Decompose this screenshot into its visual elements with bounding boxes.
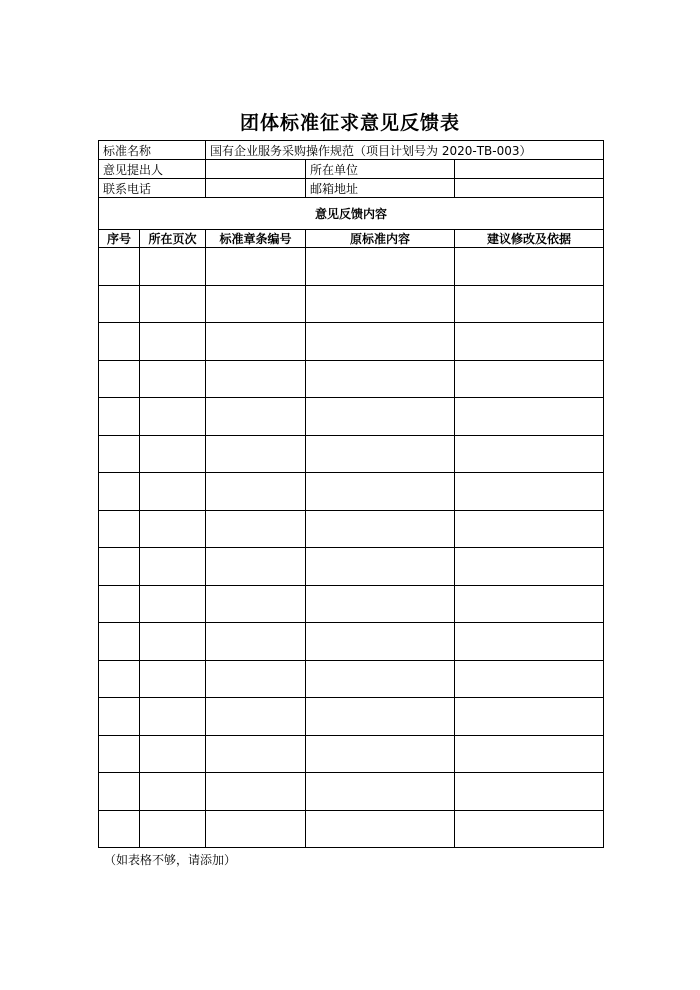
- proposer-row: [99, 160, 604, 179]
- table-row: [99, 773, 604, 811]
- table-row: [99, 698, 604, 736]
- table-row: [99, 435, 604, 473]
- unit-field[interactable]: [455, 160, 604, 179]
- page-cell[interactable]: [140, 360, 206, 398]
- suggestion-cell[interactable]: [455, 735, 604, 773]
- index-cell[interactable]: [99, 473, 140, 511]
- index-cell[interactable]: [99, 435, 140, 473]
- suggestion-cell[interactable]: [455, 623, 604, 661]
- original-content-cell[interactable]: [306, 248, 455, 286]
- clause-cell[interactable]: [206, 698, 306, 736]
- clause-cell[interactable]: [206, 510, 306, 548]
- phone-field[interactable]: [206, 179, 306, 198]
- page-cell[interactable]: [140, 585, 206, 623]
- page-cell[interactable]: [140, 285, 206, 323]
- address-field[interactable]: [455, 179, 604, 198]
- suggestion-cell[interactable]: [455, 660, 604, 698]
- suggestion-cell[interactable]: [455, 698, 604, 736]
- clause-cell[interactable]: [206, 810, 306, 848]
- clause-cell[interactable]: [206, 548, 306, 586]
- index-cell[interactable]: [99, 660, 140, 698]
- original-content-cell[interactable]: [306, 660, 455, 698]
- original-content-cell[interactable]: [306, 698, 455, 736]
- original-content-cell[interactable]: [306, 323, 455, 361]
- original-content-cell[interactable]: [306, 735, 455, 773]
- clause-cell[interactable]: [206, 623, 306, 661]
- section-title: 意见反馈内容: [99, 198, 604, 230]
- page-cell[interactable]: [140, 510, 206, 548]
- table-row: [99, 585, 604, 623]
- index-cell[interactable]: [99, 810, 140, 848]
- page-cell[interactable]: [140, 810, 206, 848]
- column-header-suggestion: 建议修改及依据: [455, 230, 604, 248]
- index-cell[interactable]: [99, 698, 140, 736]
- index-cell[interactable]: [99, 585, 140, 623]
- table-row: [99, 473, 604, 511]
- original-content-cell[interactable]: [306, 360, 455, 398]
- clause-cell[interactable]: [206, 248, 306, 286]
- index-cell[interactable]: [99, 248, 140, 286]
- original-content-cell[interactable]: [306, 285, 455, 323]
- column-header-original: 原标准内容: [306, 230, 455, 248]
- table-row: [99, 323, 604, 361]
- original-content-cell[interactable]: [306, 548, 455, 586]
- feedback-form-table: [98, 140, 604, 848]
- page-cell[interactable]: [140, 435, 206, 473]
- address-label: 邮箱地址: [306, 179, 455, 198]
- column-header-page: 所在页次: [140, 230, 206, 248]
- table-row: [99, 285, 604, 323]
- page-cell[interactable]: [140, 773, 206, 811]
- proposer-field[interactable]: [206, 160, 306, 179]
- page-cell[interactable]: [140, 248, 206, 286]
- index-cell[interactable]: [99, 398, 140, 436]
- page-cell[interactable]: [140, 735, 206, 773]
- page-cell[interactable]: [140, 660, 206, 698]
- suggestion-cell[interactable]: [455, 510, 604, 548]
- page-cell[interactable]: [140, 623, 206, 661]
- original-content-cell[interactable]: [306, 623, 455, 661]
- suggestion-cell[interactable]: [455, 398, 604, 436]
- standard-name-label: 标准名称: [99, 141, 206, 160]
- suggestion-cell[interactable]: [455, 548, 604, 586]
- index-cell[interactable]: [99, 285, 140, 323]
- original-content-cell[interactable]: [306, 773, 455, 811]
- clause-cell[interactable]: [206, 323, 306, 361]
- column-header-row: [99, 230, 604, 248]
- clause-cell[interactable]: [206, 285, 306, 323]
- contact-row: [99, 179, 604, 198]
- suggestion-cell[interactable]: [455, 360, 604, 398]
- original-content-cell[interactable]: [306, 810, 455, 848]
- original-content-cell[interactable]: [306, 510, 455, 548]
- clause-cell[interactable]: [206, 473, 306, 511]
- table-row: [99, 510, 604, 548]
- footnote: （如表格不够，请添加）: [104, 853, 237, 867]
- clause-cell[interactable]: [206, 773, 306, 811]
- page-cell[interactable]: [140, 323, 206, 361]
- index-cell[interactable]: [99, 510, 140, 548]
- page-cell[interactable]: [140, 548, 206, 586]
- clause-cell[interactable]: [206, 435, 306, 473]
- original-content-cell[interactable]: [306, 398, 455, 436]
- index-cell[interactable]: [99, 735, 140, 773]
- page-cell[interactable]: [140, 473, 206, 511]
- table-row: [99, 360, 604, 398]
- original-content-cell[interactable]: [306, 585, 455, 623]
- unit-label: 所在单位: [306, 160, 455, 179]
- table-row: [99, 735, 604, 773]
- index-cell[interactable]: [99, 360, 140, 398]
- original-content-cell[interactable]: [306, 473, 455, 511]
- suggestion-cell[interactable]: [455, 585, 604, 623]
- clause-cell[interactable]: [206, 735, 306, 773]
- clause-cell[interactable]: [206, 398, 306, 436]
- page-cell[interactable]: [140, 698, 206, 736]
- suggestion-cell[interactable]: [455, 810, 604, 848]
- clause-cell[interactable]: [206, 585, 306, 623]
- index-cell[interactable]: [99, 548, 140, 586]
- standard-name-row: [99, 141, 604, 160]
- table-row: [99, 548, 604, 586]
- clause-cell[interactable]: [206, 660, 306, 698]
- table-row: [99, 398, 604, 436]
- page-cell[interactable]: [140, 398, 206, 436]
- column-header-index: 序号: [99, 230, 140, 248]
- standard-name-value[interactable]: 国有企业服务采购操作规范（项目计划号为 2020-TB-003）: [206, 141, 604, 160]
- section-title-row: [99, 198, 604, 230]
- suggestion-cell[interactable]: [455, 773, 604, 811]
- proposer-label: 意见提出人: [99, 160, 206, 179]
- original-content-cell[interactable]: [306, 435, 455, 473]
- index-cell[interactable]: [99, 623, 140, 661]
- table-row: [99, 810, 604, 848]
- table-row: [99, 623, 604, 661]
- phone-label: 联系电话: [99, 179, 206, 198]
- suggestion-cell[interactable]: [455, 323, 604, 361]
- table-row: [99, 248, 604, 286]
- suggestion-cell[interactable]: [455, 435, 604, 473]
- table-row: [99, 660, 604, 698]
- form-title: 团体标准征求意见反馈表: [239, 112, 460, 134]
- clause-cell[interactable]: [206, 360, 306, 398]
- suggestion-cell[interactable]: [455, 473, 604, 511]
- index-cell[interactable]: [99, 773, 140, 811]
- suggestion-cell[interactable]: [455, 285, 604, 323]
- index-cell[interactable]: [99, 323, 140, 361]
- suggestion-cell[interactable]: [455, 248, 604, 286]
- column-header-clause: 标准章条编号: [206, 230, 306, 248]
